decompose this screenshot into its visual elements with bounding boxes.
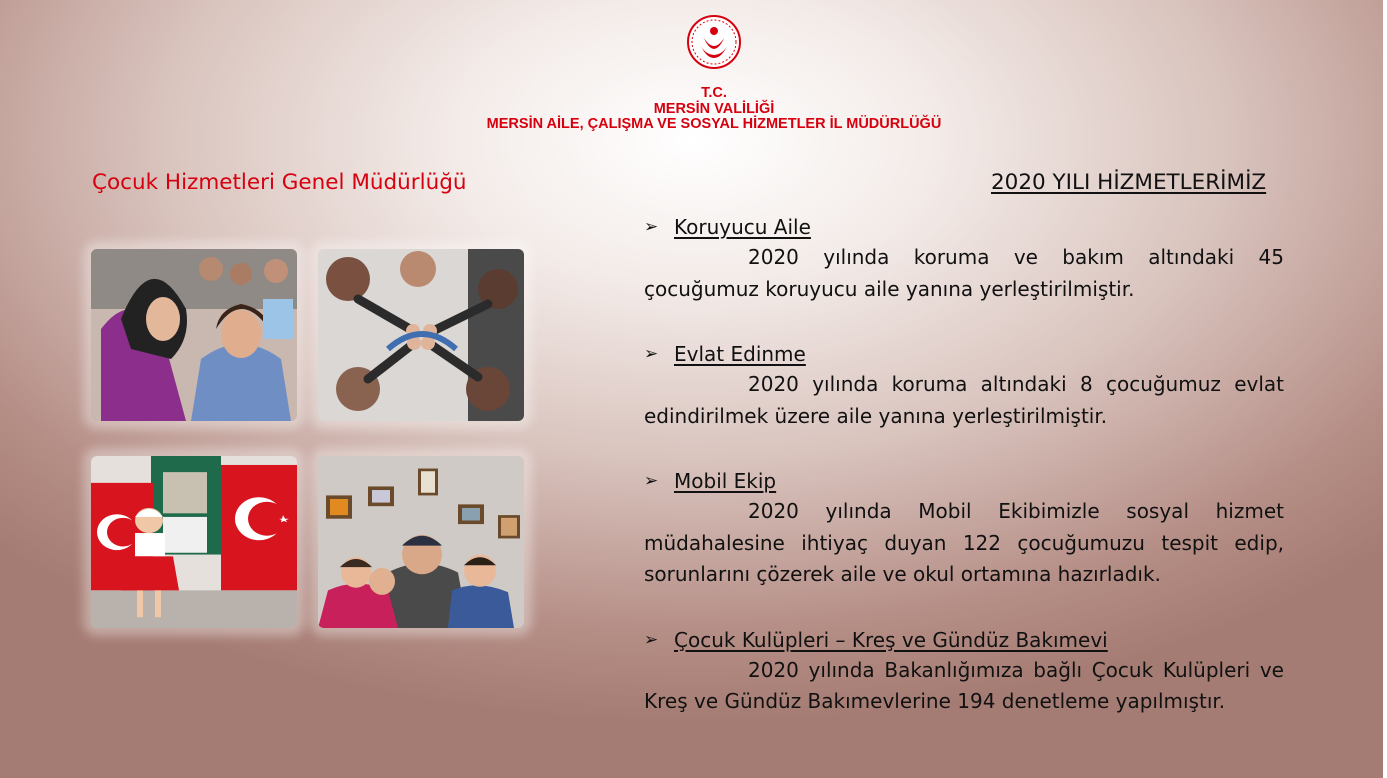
- service-item: [644, 212, 1284, 305]
- service-text: 2020 yılında koruma ve bakım altındaki 45 çocuğumuz koruyucu aile yanına yerleştirilmiştir.: [644, 245, 1284, 301]
- service-title: Çocuk Kulüpleri – Kreş ve Gündüz Bakımevi: [674, 627, 1108, 652]
- service-text: 2020 yılında Mobil Ekibimizle sosyal hizmet müdahalesine ihtiyaç duyan 122 çocuğumuzu tespit edip, sorunlarını çözerek aile ve okul ortamına hazırladık.: [644, 499, 1284, 586]
- service-text: 2020 yılında koruma altındaki 8 çocuğumuz evlat edindirilmek üzere aile yanına yerleştirilmiştir.: [644, 372, 1284, 428]
- header-line-directorate: MERSİN AİLE, ÇALIŞMA VE SOSYAL HİZMETLER İL MÜDÜRLÜĞÜ: [486, 116, 942, 132]
- service-item: [644, 466, 1284, 591]
- institution-header: [414, 86, 1014, 133]
- service-item: [644, 625, 1284, 718]
- service-item: [644, 339, 1284, 432]
- arrow-bullet-icon: ➢: [644, 471, 659, 491]
- header-line-governorship: MERSİN VALİLİĞİ: [653, 100, 775, 117]
- photo-elderly-man-with-children: [318, 456, 524, 628]
- services-title: 2020 YILI HİZMETLERİMİZ: [991, 170, 1267, 195]
- photo-children-hands-circle: [318, 249, 524, 421]
- header-line-tc: T.C.: [701, 85, 727, 101]
- service-title: Evlat Edinme: [674, 342, 806, 366]
- service-text: 2020 yılında Bakanlığımıza bağlı Çocuk Kulüpleri ve Kreş ve Gündüz Bakımevlerine 194 denetleme yapılmıştır.: [644, 657, 1284, 713]
- ministry-emblem-icon: [686, 14, 742, 70]
- services-list: [644, 212, 1284, 752]
- arrow-bullet-icon: ➢: [644, 217, 659, 237]
- service-title: Koruyucu Aile: [674, 215, 811, 239]
- department-title: Çocuk Hizmetleri Genel Müdürlüğü: [92, 170, 467, 195]
- service-title: Mobil Ekip: [674, 469, 777, 493]
- photo-child-with-flags: [91, 456, 297, 628]
- photo-woman-with-children: [91, 249, 297, 421]
- arrow-bullet-icon: ➢: [644, 629, 659, 650]
- arrow-bullet-icon: ➢: [644, 344, 659, 364]
- slide-edge: [1383, 0, 1387, 778]
